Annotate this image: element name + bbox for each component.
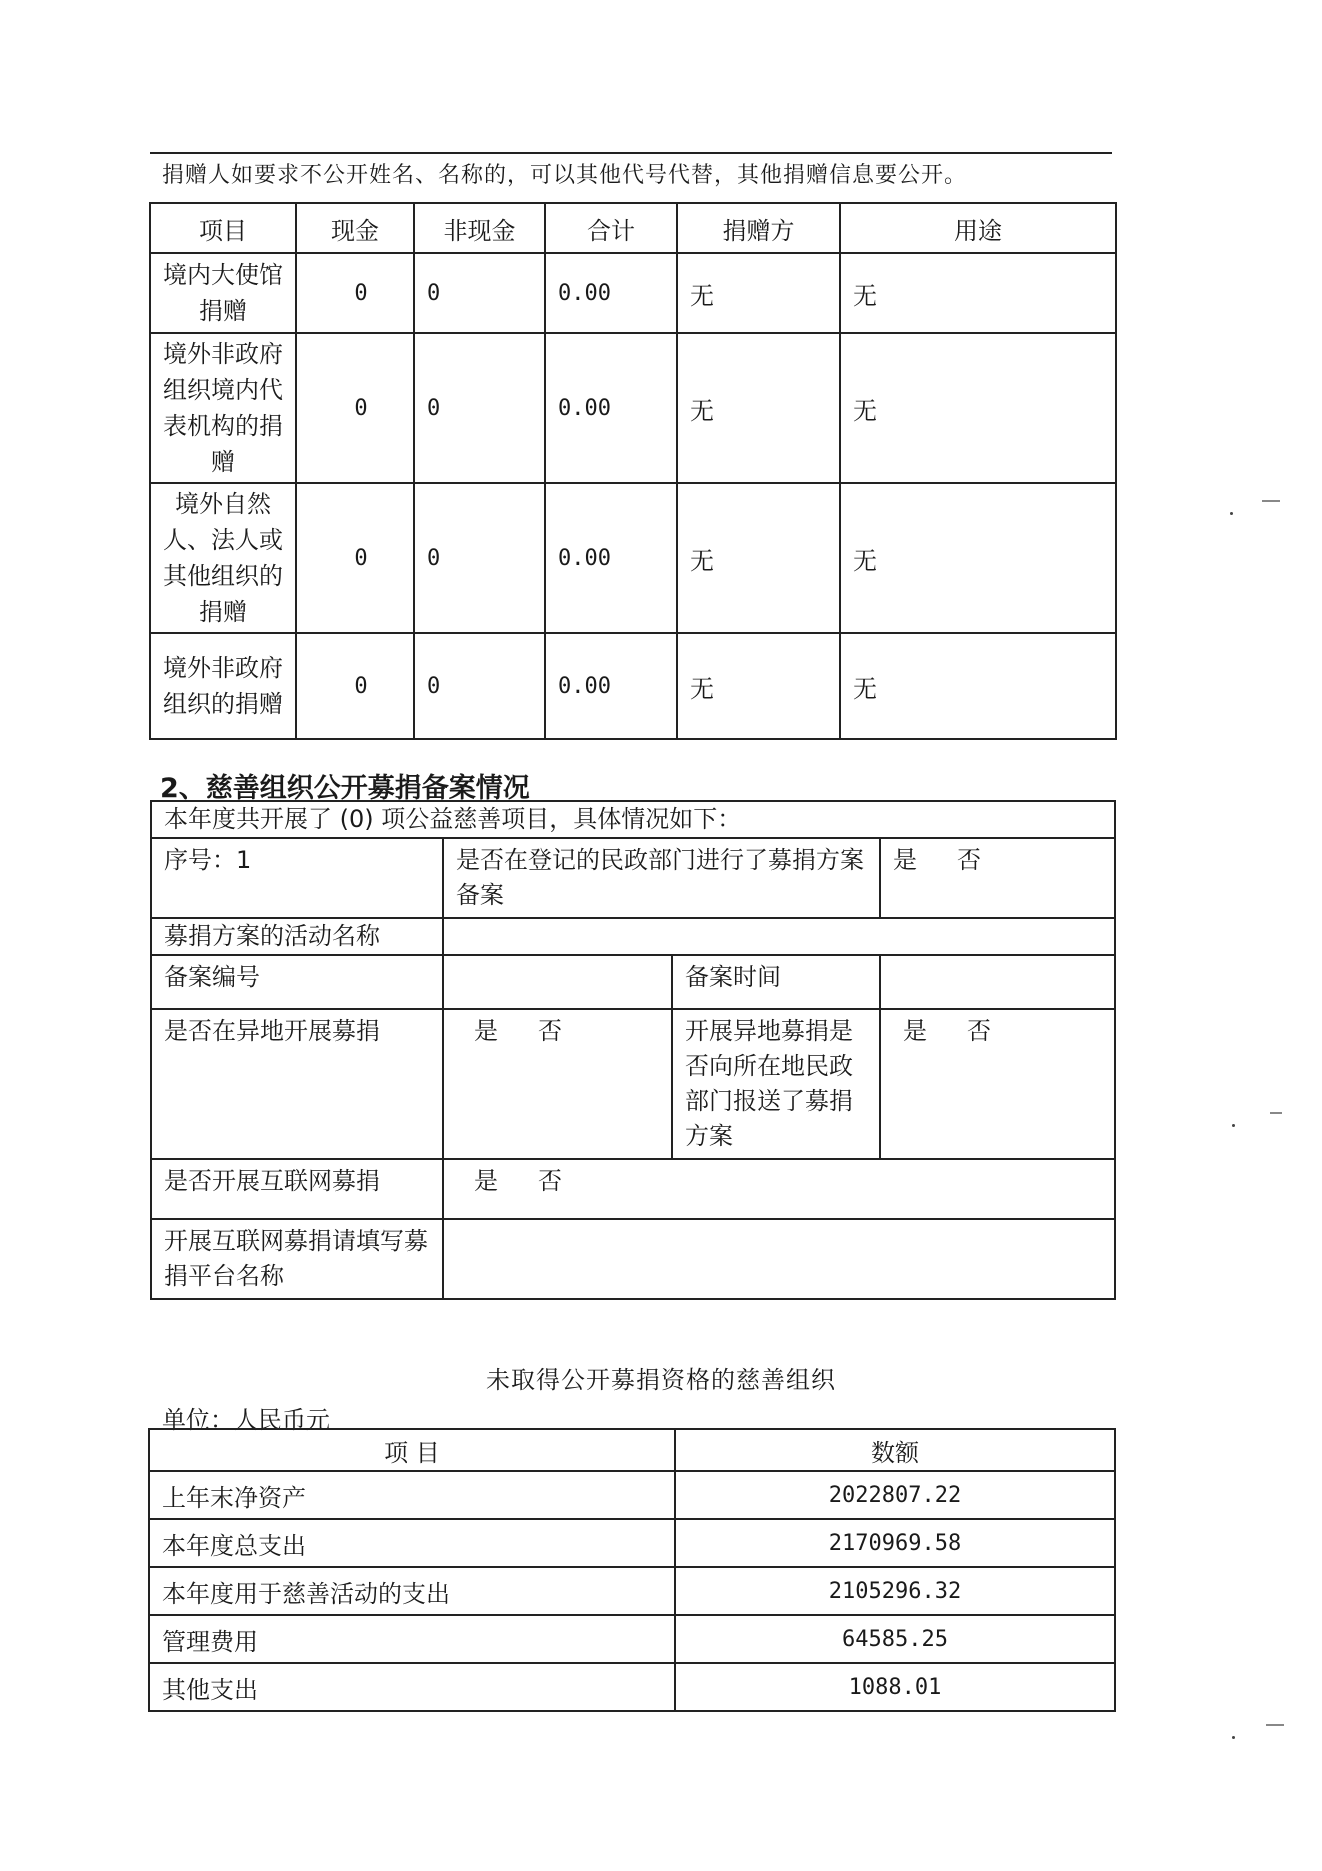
offsite-report-answer <box>880 1009 1115 1159</box>
donation-donor: 无 <box>677 633 840 739</box>
yes-no-options <box>893 843 981 878</box>
fundraising-filing-table <box>150 800 1116 1300</box>
finance-header-row <box>149 1429 1115 1471</box>
donation-item: 境外自然人、法人或其他组织的捐赠 <box>150 483 296 633</box>
finance-label: 本年度用于慈善活动的支出 <box>149 1567 675 1615</box>
table-row <box>150 483 1116 633</box>
option-yes[interactable]: 是 <box>903 1017 927 1045</box>
header-item: 项 目 <box>149 1429 675 1471</box>
internet-label: 是否开展互联网募捐 <box>151 1159 443 1219</box>
donation-usage: 无 <box>840 483 1116 633</box>
donation-cash: 0 <box>296 253 414 333</box>
option-yes[interactable]: 是 <box>893 846 917 874</box>
filing-time-label: 备案时间 <box>672 955 880 1009</box>
finance-title: 未取得公开募捐资格的慈善组织 <box>486 1366 836 1394</box>
header-donor: 捐赠方 <box>677 203 840 253</box>
finance-value: 2022807.22 <box>675 1471 1115 1519</box>
donation-cash: 0 <box>296 483 414 633</box>
option-no[interactable]: 否 <box>957 846 981 874</box>
donation-usage: 无 <box>840 633 1116 739</box>
scan-speck <box>1270 1112 1282 1114</box>
donation-item: 境内大使馆捐赠 <box>150 253 296 333</box>
filed-question: 是否在登记的民政部门进行了募捐方案备案 <box>443 838 880 918</box>
table-row <box>151 1009 1115 1159</box>
finance-label: 管理费用 <box>149 1615 675 1663</box>
offsite-label: 是否在异地开展募捐 <box>151 1009 443 1159</box>
finance-table <box>148 1428 1116 1712</box>
option-no[interactable]: 否 <box>538 1017 562 1045</box>
donation-donor: 无 <box>677 333 840 483</box>
finance-value: 64585.25 <box>675 1615 1115 1663</box>
option-yes[interactable]: 是 <box>474 1167 498 1195</box>
table-row <box>150 253 1116 333</box>
section-title: 2、慈善组织公开募捐备案情况 <box>160 773 530 804</box>
option-no[interactable]: 否 <box>967 1017 991 1045</box>
table-row <box>149 1615 1115 1663</box>
offsite-report-label: 开展异地募捐是否向所在地民政部门报送了募捐方案 <box>672 1009 880 1159</box>
header-total: 合计 <box>545 203 677 253</box>
option-yes[interactable]: 是 <box>474 1017 498 1045</box>
donation-usage: 无 <box>840 333 1116 483</box>
donation-total: 0.00 <box>545 633 677 739</box>
table-row <box>149 1567 1115 1615</box>
finance-value: 2105296.32 <box>675 1567 1115 1615</box>
header-amount: 数额 <box>675 1429 1115 1471</box>
donation-total: 0.00 <box>545 333 677 483</box>
donation-noncash: 0 <box>414 333 545 483</box>
sequence-number: 序号：1 <box>151 838 443 918</box>
donation-total: 0.00 <box>545 483 677 633</box>
donation-noncash: 0 <box>414 483 545 633</box>
top-rule <box>150 152 1112 154</box>
table-row <box>151 1159 1115 1219</box>
donation-noncash: 0 <box>414 253 545 333</box>
donation-donor: 无 <box>677 253 840 333</box>
filing-time-value <box>880 955 1115 1009</box>
scan-speck <box>1262 500 1280 502</box>
table-row <box>150 633 1116 739</box>
scan-speck <box>1266 1724 1284 1726</box>
platform-label: 开展互联网募捐请填写募捐平台名称 <box>151 1219 443 1299</box>
finance-value: 2170969.58 <box>675 1519 1115 1567</box>
table-row <box>149 1663 1115 1711</box>
donation-cash: 0 <box>296 333 414 483</box>
header-cash: 现金 <box>296 203 414 253</box>
table-row <box>151 1219 1115 1299</box>
donation-usage: 无 <box>840 253 1116 333</box>
donation-donor: 无 <box>677 483 840 633</box>
project-count-intro: 本年度共开展了 (0) 项公益慈善项目，具体情况如下： <box>151 801 1115 838</box>
donation-item: 境外非政府组织境内代表机构的捐赠 <box>150 333 296 483</box>
activity-name-value <box>443 918 1115 955</box>
finance-label: 上年末净资产 <box>149 1471 675 1519</box>
disclosure-note: 捐赠人如要求不公开姓名、名称的，可以其他代号代替，其他捐赠信息要公开。 <box>162 163 968 188</box>
table-row <box>151 838 1115 918</box>
table-row <box>149 1471 1115 1519</box>
scan-speck <box>1232 1124 1235 1127</box>
scan-speck <box>1232 1736 1235 1739</box>
finance-label: 本年度总支出 <box>149 1519 675 1567</box>
header-noncash: 非现金 <box>414 203 545 253</box>
filed-answer <box>880 838 1115 918</box>
table-row <box>150 333 1116 483</box>
header-item: 项目 <box>150 203 296 253</box>
table-row <box>151 955 1115 1009</box>
header-usage: 用途 <box>840 203 1116 253</box>
finance-label: 其他支出 <box>149 1663 675 1711</box>
donation-table <box>149 202 1117 740</box>
scan-speck <box>1230 512 1233 515</box>
table-row <box>149 1519 1115 1567</box>
finance-value: 1088.01 <box>675 1663 1115 1711</box>
donation-total: 0.00 <box>545 253 677 333</box>
filing-number-value <box>443 955 672 1009</box>
yes-no-options <box>903 1014 991 1049</box>
offsite-answer <box>443 1009 672 1159</box>
yes-no-options <box>474 1164 562 1199</box>
platform-value <box>443 1219 1115 1299</box>
option-no[interactable]: 否 <box>538 1167 562 1195</box>
table-row <box>151 918 1115 955</box>
yes-no-options <box>474 1014 562 1049</box>
donation-header-row <box>150 203 1116 253</box>
donation-noncash: 0 <box>414 633 545 739</box>
donation-cash: 0 <box>296 633 414 739</box>
filing-number-label: 备案编号 <box>151 955 443 1009</box>
internet-answer <box>443 1159 1115 1219</box>
table-row <box>151 801 1115 838</box>
activity-name-label: 募捐方案的活动名称 <box>151 918 443 955</box>
currency-unit: 单位：人民币元 <box>162 1406 330 1434</box>
donation-item: 境外非政府组织的捐赠 <box>150 633 296 739</box>
